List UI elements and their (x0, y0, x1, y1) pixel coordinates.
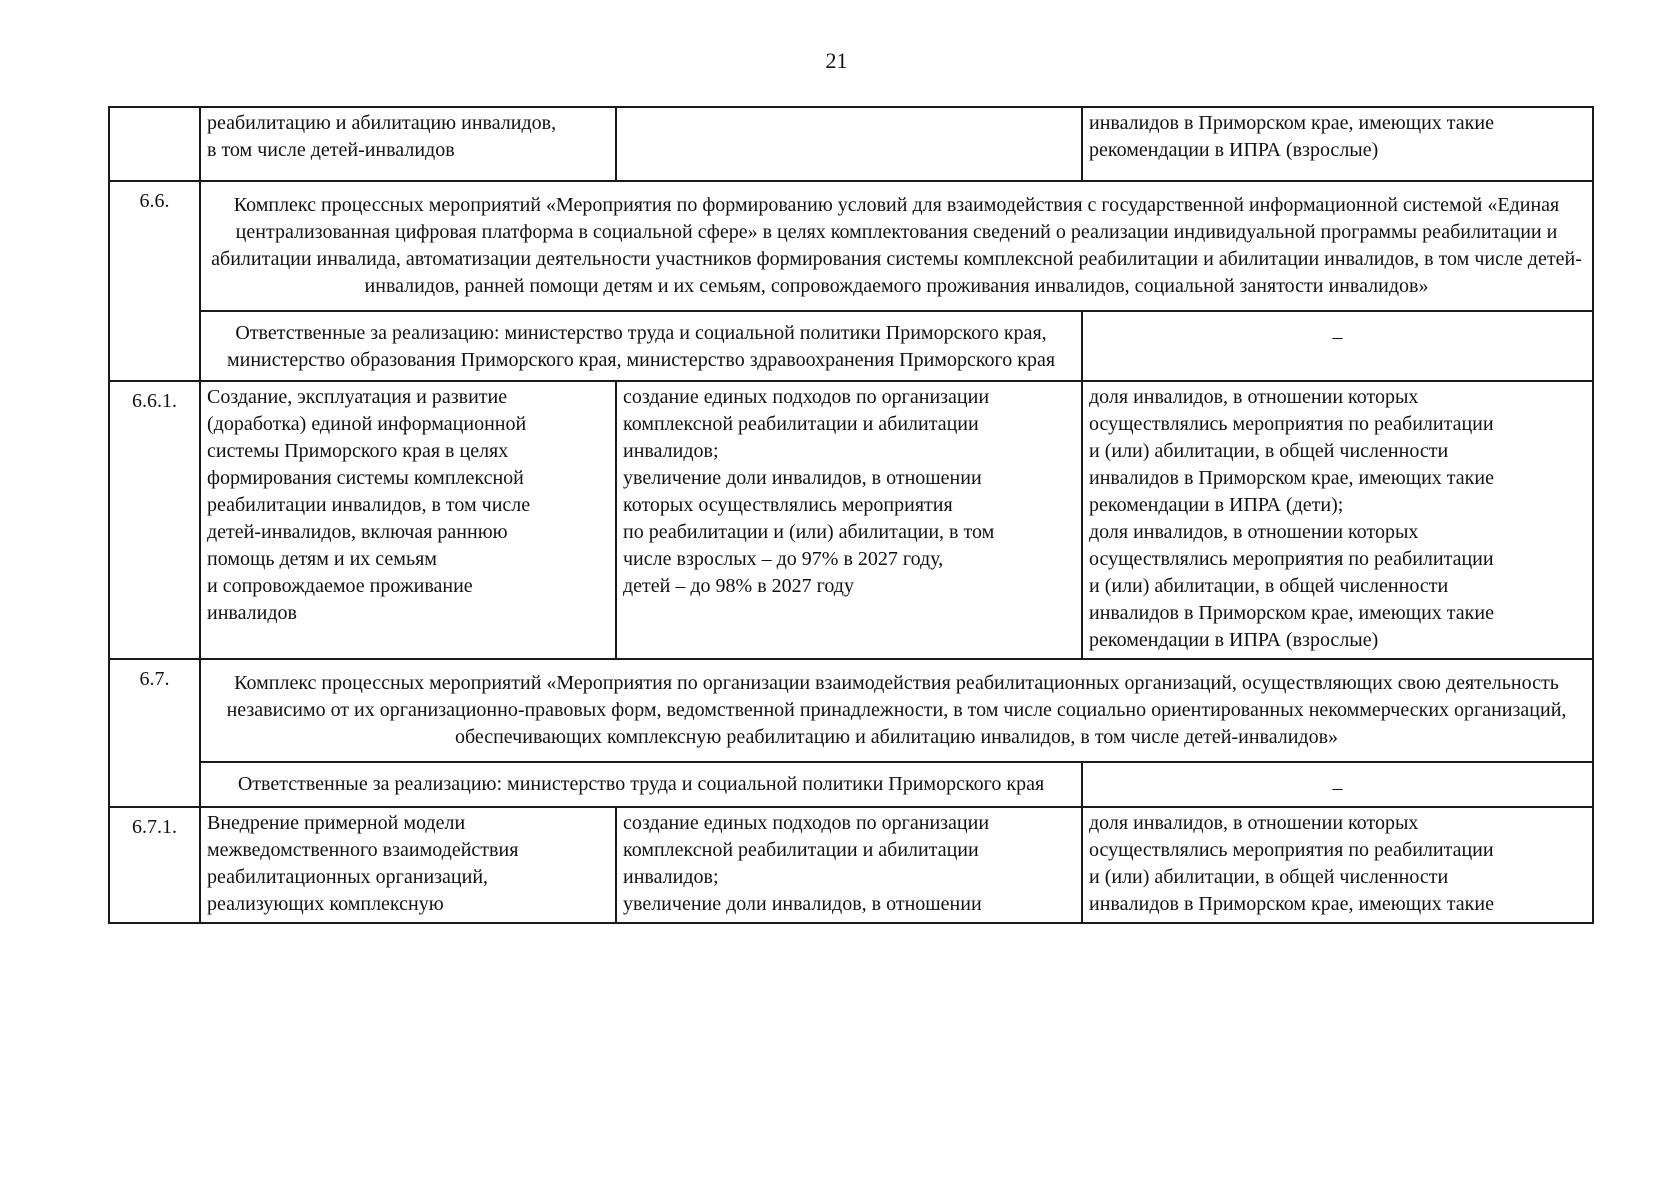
row-number-cell: 6.7.1. (109, 807, 200, 923)
responsible-right-cell: – (1082, 762, 1593, 807)
measures-table (108, 106, 1594, 924)
row-number-cell (109, 107, 200, 181)
responsible-right-cell: – (1082, 311, 1593, 381)
indicator-cell: инвалидов в Приморском крае, имеющих такие рекомендации в ИПРА (взрослые) (1082, 107, 1593, 181)
responsible-cell: Ответственные за реализацию: министерство труда и социальной политики Приморского края, министерство образования Приморского края, министерство здравоохранения Приморского края (200, 311, 1082, 381)
measure-name-cell: Внедрение примерной модели межведомственного взаимодействия реабилитационных организаций, реализующих комплексную (200, 807, 616, 923)
table-row-responsible-6-7 (109, 762, 1593, 807)
measure-name-cell: Создание, эксплуатация и развитие (доработка) единой информационной системы Приморского края в целях формирования системы комплексной реабилитации инвалидов, в том числе детей-инвалидов, включая раннюю помощь детям и их семьям и сопровождаемое проживание инвалидов (200, 381, 616, 659)
indicator-cell: доля инвалидов, в отношении которых осуществлялись мероприятия по реабилитации и (или) абилитации, в общей численности инвалидов в Приморском крае, имеющих такие рекомендации в ИПРА (дети); доля инвалидов, в отношении которых осуществлялись мероприятия по реабилитации и (или) абилитации, в общей численности инвалидов в Приморском крае, имеющих такие рекомендации в ИПРА (взрослые) (1082, 381, 1593, 659)
section-number: 6.6. (109, 181, 200, 381)
table-row-responsible-6-6 (109, 311, 1593, 381)
responsible-cell: Ответственные за реализацию: министерство труда и социальной политики Приморского края (200, 762, 1082, 807)
expected-result-cell (616, 107, 1082, 181)
expected-result-cell: создание единых подходов по организации комплексной реабилитации и абилитации инвалидов; увеличение доли инвалидов, в отношении (616, 807, 1082, 923)
page-number: 21 (825, 48, 848, 73)
section-title: Комплекс процессных мероприятий «Мероприятия по формированию условий для взаимодействия с государственной информационной системой «Единая централизованная цифровая платформа в социальной сфере» в целях комплектования сведений о реализации индивидуальной программы реабилитации и абилитации инвалида, автоматизации деятельности участников формирования системы комплексной реабилитации и абилитации инвалидов, в том числе детей-инвалидов, ранней помощи детям и их семьям, сопровождаемого проживания инвалидов, социальной занятости инвалидов» (200, 181, 1593, 311)
row-number-cell: 6.6.1. (109, 381, 200, 659)
table-row-continued (109, 107, 1593, 181)
table-row-6-6-1 (109, 381, 1593, 659)
section-title: Комплекс процессных мероприятий «Мероприятия по организации взаимодействия реабилитационных организаций, осуществляющих свою деятельность независимо от их организационно-правовых форм, ведомственной принадлежности, в том числе социально ориентированных некоммерческих организаций, обеспечивающих комплексную реабилитацию и абилитацию инвалидов, в том числе детей-инвалидов» (200, 659, 1593, 762)
expected-result-cell: создание единых подходов по организации комплексной реабилитации и абилитации инвалидов; увеличение доли инвалидов, в отношении которых осуществлялись мероприятия по реабилитации и (или) абилитации, в том числе взрослых – до 97% в 2027 году, детей – до 98% в 2027 году (616, 381, 1082, 659)
measure-name-cell: реабилитацию и абилитацию инвалидов, в том числе детей-инвалидов (200, 107, 616, 181)
table-row-section-6-6 (109, 181, 1593, 311)
indicator-cell: доля инвалидов, в отношении которых осуществлялись мероприятия по реабилитации и (или) абилитации, в общей численности инвалидов в Приморском крае, имеющих такие (1082, 807, 1593, 923)
section-number: 6.7. (109, 659, 200, 807)
table-row-section-6-7 (109, 659, 1593, 762)
table-row-6-7-1 (109, 807, 1593, 923)
